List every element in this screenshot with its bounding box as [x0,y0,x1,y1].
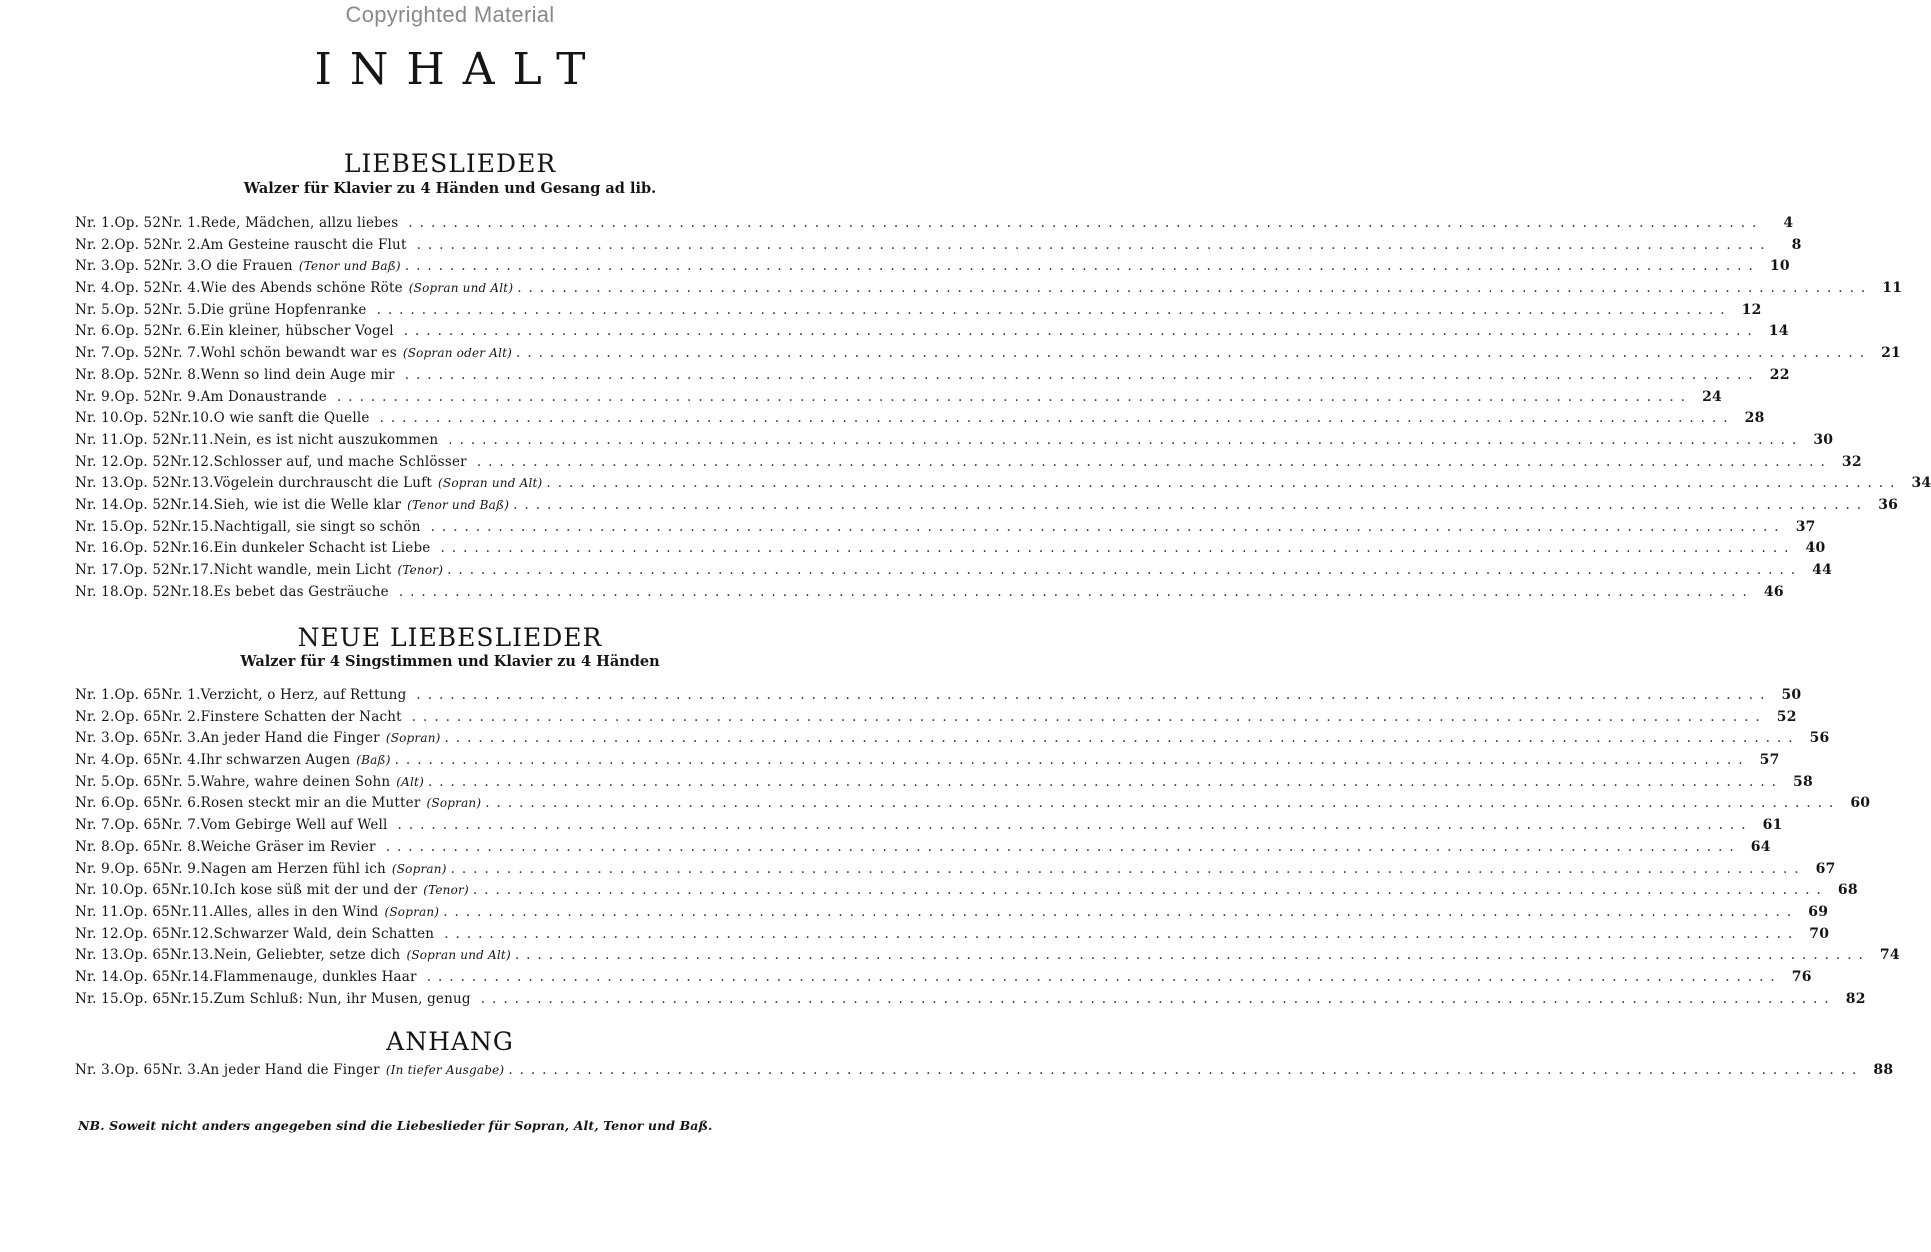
entry-title: Rede, Mädchen, allzu liebes [200,215,399,231]
entry-title: O wie sanft die Quelle [213,410,370,427]
entry-opus-number: Nr. 9. [161,860,201,877]
entry-opus: Op. 65 [123,947,170,964]
toc-entry [75,968,1812,991]
entry-opus: Op. 65 [114,795,162,812]
entry-opus: Op. 65 [114,687,162,703]
leader-dots: ........................................................................................................................ [476,453,1832,470]
entry-title: Wahre, wahre deinen Sohn [200,773,391,790]
entry-opus: Op. 52 [114,258,162,275]
entry-title: Am Donaustrande [200,388,327,405]
entry-opus: Op. 52 [114,301,162,318]
entry-voicing: (Baß) [356,753,391,768]
entry-title: Ein kleiner, hübscher Vogel [200,323,394,340]
leader-dots: ........................................................................................................................ [508,1062,1864,1078]
leader-dots: ........................................................................................................................ [376,301,1732,318]
toc-entry [75,817,1783,839]
entry-title: Nicht wandle, mein Licht [213,562,392,578]
entry-opus-number: Nr.11. [169,903,214,920]
section-subtitle-neue-liebeslieder: Walzer für 4 Singstimmen und Klavier zu 4 Händen [240,653,660,670]
entry-number: Nr. 8. [75,838,115,855]
leader-dots: ........................................................................................................................ [337,388,1692,405]
entry-page-number: 58 [1793,773,1813,790]
entry-number: Nr. 2. [75,708,115,725]
entry-opus-number: Nr. 3. [161,258,201,275]
leader-dots: ........................................................................................................................ [447,562,1803,578]
leader-dots: ........................................................................................................................ [440,540,1796,557]
leader-dots: ........................................................................................................................ [397,817,1753,834]
entry-page-number: 37 [1795,518,1816,535]
toc-entry [75,431,1834,454]
entry-title: Weiche Gräser im Revier [200,838,376,855]
toc-entry [75,795,1871,817]
entry-opus-number: Nr.18. [169,583,214,600]
entry-number: Nr. 7. [75,345,115,362]
entry-title: Rosen steckt mir an die Mutter [200,795,421,812]
entry-number: Nr. 9. [75,860,115,877]
leader-dots: ........................................................................................................................ [411,708,1767,725]
leader-dots: ........................................................................................................................ [517,280,1873,297]
entry-number: Nr. 15. [75,518,124,535]
entry-page-number: 46 [1763,583,1784,600]
entry-title: Es bebet das Gesträuche [213,583,389,600]
entry-page-number: 69 [1808,903,1829,920]
entry-page-number: 4 [1783,215,1794,231]
entry-voicing: (Sopran und Alt) [408,281,514,296]
entry-title: Schlosser auf, und mache Schlösser [213,453,467,470]
section-heading-anhang: ANHANG [386,1027,514,1056]
leader-dots: ........................................................................................................................ [514,947,1870,964]
entry-page-number: 57 [1759,752,1780,769]
entry-opus: Op. 52 [114,366,162,383]
entry-opus: Op. 65 [114,752,162,769]
leader-dots: ........................................................................................................................ [379,410,1735,427]
entry-title: Wenn so lind dein Auge mir [200,366,395,383]
entry-opus: Op. 65 [114,838,162,855]
entry-opus: Op. 52 [123,410,170,427]
entry-number: Nr. 11. [75,431,124,448]
leader-dots: ........................................................................................................................ [427,773,1783,790]
toc-entry [75,752,1780,774]
leader-dots: ........................................................................................................................ [472,882,1828,899]
entry-opus: Op. 65 [123,882,170,899]
entry-opus: Op. 52 [114,345,162,362]
entry-number: Nr. 3. [75,258,115,275]
leader-dots: ........................................................................................................................ [448,431,1804,448]
leader-dots: ........................................................................................................................ [546,475,1902,492]
entry-opus: Op. 52 [123,475,170,492]
entry-page-number: 44 [1812,562,1833,578]
entry-opus: Op. 52 [114,215,162,231]
entry-opus-number: Nr.10. [169,410,214,427]
section-heading-liebeslieder: LIEBESLIEDER [343,149,557,178]
toc-entry [75,410,1765,432]
entry-title: O die Frauen [200,258,293,275]
entry-opus-number: Nr.13. [169,947,214,964]
entry-page-number: 12 [1741,301,1762,318]
entry-opus-number: Nr. 2. [161,236,201,253]
entry-opus-number: Nr.13. [169,475,214,492]
entry-opus-number: Nr.10. [169,882,214,899]
leader-dots: ........................................................................................................................ [416,236,1772,253]
entry-opus: Op. 52 [123,496,170,513]
toc-entry [75,583,1784,606]
entry-number: Nr. 3. [75,730,115,747]
toc-entry [75,773,1813,796]
entry-page-number: 28 [1744,410,1765,427]
page-title: INHALT [314,44,604,95]
entry-number: Nr. 1. [75,687,115,703]
entry-opus-number: Nr.11. [169,431,214,448]
entry-title: Die grüne Hopfenranke [200,301,367,318]
entry-page-number: 60 [1850,795,1871,812]
entry-voicing: (Tenor) [423,883,469,898]
footnote: NB. Soweit nicht anders angegeben sind die Liebeslieder für Sopran, Alt, Tenor und Baß. [78,1118,713,1133]
entry-title: Alles, alles in den Wind [213,903,379,920]
entry-number: Nr. 10. [75,882,124,899]
entry-number: Nr. 15. [75,990,124,1007]
entry-number: Nr. 8. [75,366,115,383]
entry-title: Nagen am Herzen fühl ich [200,860,386,877]
entry-opus: Op. 52 [114,280,162,297]
toc-entry [75,903,1829,926]
entry-opus: Op. 65 [114,708,162,725]
entry-number: Nr. 9. [75,388,115,405]
toc-entry [75,496,1899,519]
entry-page-number: 56 [1809,730,1830,747]
entry-title: Zum Schluß: Nun, ihr Musen, genug [213,990,471,1007]
entry-title: Schwarzer Wald, dein Schatten [213,925,435,942]
entry-opus-number: Nr. 8. [161,838,201,855]
entry-number: Nr. 17. [75,562,124,578]
entry-opus: Op. 65 [123,925,170,942]
entry-number: Nr. 4. [75,280,115,297]
entry-opus-number: Nr.15. [169,990,214,1007]
entry-voicing: (Sopran oder Alt) [402,346,513,361]
entry-opus-number: Nr. 3. [161,730,201,747]
entry-opus: Op. 65 [114,1062,162,1078]
entry-opus-number: Nr.17. [169,562,214,578]
entry-page-number: 34 [1911,475,1931,492]
leader-dots: ........................................................................................................................ [443,903,1799,920]
entry-opus: Op. 52 [123,431,170,448]
toc-entry [75,280,1903,302]
entry-page-number: 21 [1881,345,1901,362]
leader-dots: ........................................................................................................................ [513,496,1869,513]
toc-entry [75,1062,1894,1084]
entry-number: Nr. 1. [75,215,115,231]
toc-entry [75,540,1826,562]
leader-dots: ........................................................................................................................ [403,323,1759,340]
entry-opus-number: Nr.14. [169,968,214,985]
entry-title: Sieh, wie ist die Welle klar [213,496,402,513]
entry-opus: Op. 52 [123,540,170,557]
toc-list-liebeslieder [75,215,1931,605]
leader-dots: ........................................................................................................................ [385,838,1741,855]
toc-entry [75,366,1790,389]
entry-page-number: 64 [1750,838,1771,855]
entry-opus-number: Nr.15. [169,518,214,535]
entry-opus: Op. 65 [114,773,162,790]
section-heading-neue-liebeslieder: NEUE LIEBESLIEDER [297,623,603,652]
entry-number: Nr. 16. [75,540,124,557]
toc-entry [75,518,1816,541]
entry-opus-number: Nr. 5. [161,301,201,318]
leader-dots: ........................................................................................................................ [394,752,1750,769]
leader-dots: ........................................................................................................................ [426,968,1782,985]
entry-page-number: 30 [1813,431,1834,448]
entry-number: Nr. 11. [75,903,124,920]
entry-number: Nr. 10. [75,410,124,427]
entry-voicing: (Sopran) [426,796,482,811]
toc-entry [75,323,1789,345]
entry-page-number: 40 [1805,540,1826,557]
entry-opus-number: Nr. 1. [161,687,201,703]
entry-opus: Op. 52 [123,453,170,470]
entry-title: Finstere Schatten der Nacht [200,708,402,725]
entry-number: Nr. 3. [75,1062,115,1078]
entry-opus-number: Nr. 3. [161,1062,201,1078]
entry-voicing: (Sopran) [384,904,440,919]
entry-number: Nr. 14. [75,496,124,513]
entry-opus: Op. 52 [114,236,162,253]
entry-opus: Op. 65 [123,968,170,985]
entry-opus-number: Nr. 6. [161,323,201,340]
entry-title: Nachtigall, sie singt so schön [213,518,421,535]
toc-entry [75,345,1901,367]
toc-entry [75,475,1931,497]
toc-entry [75,730,1830,752]
toc-entry [75,453,1862,476]
leader-dots: ........................................................................................................................ [398,583,1754,600]
entry-title: Vom Gebirge Well auf Well [200,817,388,834]
entry-opus-number: Nr. 1. [161,215,201,231]
entry-opus-number: Nr. 5. [161,773,201,790]
entry-page-number: 11 [1882,280,1903,297]
leader-dots: ........................................................................................................................ [444,730,1800,747]
entry-page-number: 32 [1841,453,1862,470]
entry-number: Nr. 5. [75,301,115,318]
leader-dots: ........................................................................................................................ [480,990,1836,1007]
entry-opus: Op. 65 [123,990,170,1007]
entry-title: Wohl schön bewandt war es [200,345,397,362]
toc-entry [75,990,1866,1013]
entry-opus: Op. 52 [114,388,162,405]
entry-voicing: (Sopran) [391,861,447,876]
entry-opus-number: Nr.12. [169,925,214,942]
entry-title: An jeder Hand die Finger [200,730,380,747]
toc-entry [75,258,1790,280]
entry-opus-number: Nr.16. [169,540,214,557]
entry-page-number: 88 [1873,1062,1894,1078]
entry-number: Nr. 13. [75,475,124,492]
entry-number: Nr. 6. [75,795,115,812]
leader-dots: ........................................................................................................................ [404,258,1760,275]
entry-opus-number: Nr. 4. [161,752,201,769]
entry-opus: Op. 65 [114,860,162,877]
entry-opus: Op. 52 [123,583,170,600]
entry-opus-number: Nr. 7. [161,345,201,362]
entry-number: Nr. 13. [75,947,124,964]
entry-title: Ich kose süß mit der und der [213,882,418,899]
leader-dots: ........................................................................................................................ [485,795,1841,812]
entry-number: Nr. 18. [75,583,124,600]
toc-entry [75,882,1858,904]
leader-dots: ........................................................................................................................ [408,215,1764,231]
toc-entry [75,236,1802,259]
entry-title: Wie des Abends schöne Röte [200,280,403,297]
entry-number: Nr. 4. [75,752,115,769]
toc-entry [75,215,1794,237]
entry-opus-number: Nr.14. [169,496,214,513]
toc-entry [75,687,1802,709]
entry-opus-number: Nr.12. [169,453,214,470]
entry-opus-number: Nr. 8. [161,366,201,383]
entry-title: Ein dunkeler Schacht ist Liebe [213,540,431,557]
toc-entry [75,947,1900,969]
leader-dots: ........................................................................................................................ [430,518,1786,535]
entry-title: Verzicht, o Herz, auf Rettung [200,687,407,703]
entry-title: Flammenauge, dunkles Haar [213,968,417,985]
entry-page-number: 82 [1845,990,1866,1007]
entry-voicing: (Tenor und Baß) [407,497,510,512]
entry-number: Nr. 2. [75,236,115,253]
entry-page-number: 10 [1769,258,1790,275]
leader-dots: ........................................................................................................................ [416,687,1772,703]
entry-opus: Op. 52 [123,562,170,578]
entry-opus-number: Nr. 4. [161,280,201,297]
entry-title: Vögelein durchrauscht die Luft [213,475,433,492]
toc-entry [75,838,1771,861]
entry-page-number: 22 [1769,366,1790,383]
entry-voicing: (Sopran) [385,731,441,746]
entry-voicing: (Sopran und Alt) [406,948,511,963]
entry-page-number: 74 [1879,947,1900,964]
leader-dots: ........................................................................................................................ [450,860,1806,877]
entry-opus: Op. 65 [114,817,162,834]
entry-opus: Op. 52 [123,518,170,535]
entry-page-number: 61 [1762,817,1783,834]
entry-voicing: (Tenor und Baß) [298,259,401,274]
entry-page-number: 67 [1815,860,1836,877]
entry-page-number: 8 [1791,236,1802,253]
copyright-watermark: Copyrighted Material [345,2,555,27]
toc-entry [75,562,1833,584]
entry-number: Nr. 12. [75,925,124,942]
entry-page-number: 68 [1837,882,1858,899]
entry-page-number: 36 [1878,496,1899,513]
toc-entry [75,925,1830,948]
entry-page-number: 24 [1702,388,1722,405]
entry-opus: Op. 65 [123,903,170,920]
toc-entry [75,388,1722,411]
entry-page-number: 50 [1781,687,1802,703]
entry-page-number: 52 [1776,708,1797,725]
entry-voicing: (Tenor) [397,563,444,577]
entry-number: Nr. 5. [75,773,115,790]
leader-dots: ........................................................................................................................ [404,366,1760,383]
entry-number: Nr. 12. [75,453,124,470]
entry-page-number: 14 [1768,323,1789,340]
entry-number: Nr. 14. [75,968,124,985]
entry-title: Nein, es ist nicht auszukommen [213,431,439,448]
toc-entry [75,301,1762,324]
entry-title: An jeder Hand die Finger [200,1062,380,1078]
entry-opus: Op. 52 [114,323,162,340]
entry-number: Nr. 6. [75,323,115,340]
entry-opus-number: Nr. 6. [161,795,201,812]
section-subtitle-liebeslieder: Walzer für Klavier zu 4 Händen und Gesang ad lib. [243,180,657,197]
entry-title: Nein, Geliebter, setze dich [213,947,401,964]
toc-entry [75,708,1797,731]
entry-page-number: 76 [1791,968,1812,985]
toc-list-anhang [75,1062,1894,1084]
entry-voicing: (Sopran und Alt) [438,476,543,491]
entry-voicing: (In tiefer Ausgabe) [385,1063,505,1077]
entry-page-number: 70 [1809,925,1830,942]
entry-opus-number: Nr. 9. [161,388,201,405]
leader-dots: ........................................................................................................................ [516,345,1871,362]
entry-number: Nr. 7. [75,817,115,834]
entry-voicing: (Alt) [396,774,424,789]
toc-entry [75,860,1836,883]
entry-opus-number: Nr. 7. [161,817,201,834]
toc-list-neue-liebeslieder [75,687,1900,1012]
entry-opus: Op. 65 [114,730,162,747]
entry-opus-number: Nr. 2. [161,708,201,725]
entry-title: Ihr schwarzen Augen [200,752,351,769]
leader-dots: ........................................................................................................................ [444,925,1800,942]
entry-title: Am Gesteine rauscht die Flut [200,236,407,253]
